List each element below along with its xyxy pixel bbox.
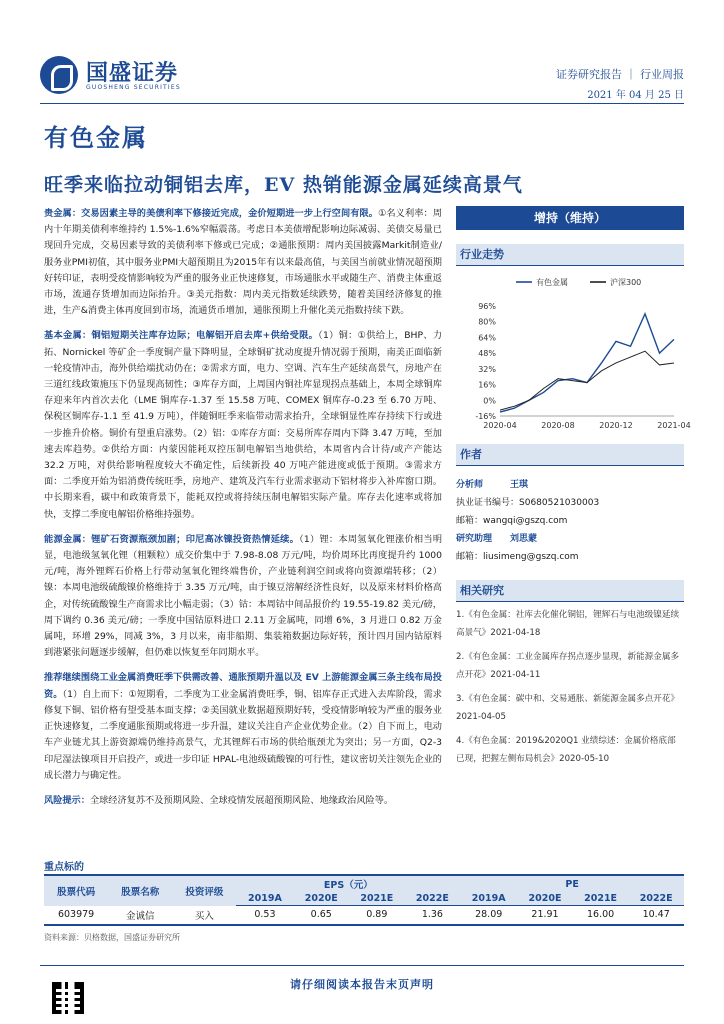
stock-name: 金诚信 bbox=[108, 906, 172, 925]
main-title: 旺季来临拉动铜铝去库，EV 热销能源金属延续高景气 bbox=[44, 174, 523, 196]
paragraph-lead: 基本金属：铜铝短期关注库存边际；电解铝开启去库+供给受限。 bbox=[44, 330, 319, 342]
pe-cell: 16.00 bbox=[573, 906, 629, 925]
body-text bbox=[44, 206, 442, 818]
paragraph-lead: 风险提示： bbox=[44, 794, 90, 806]
analyst-email[interactable]: liusimeng@gszq.com bbox=[483, 552, 579, 562]
analyst-name: 刘思蒙 bbox=[510, 534, 538, 544]
paragraph-body: （1）锂：本周氢氧化锂涨价相当明显，电池级氢氧化锂（粗颗粒）成交价集中于 7.98-8.08 万元/吨，均价周环比再度提升约 1000 元/吨，海外锂辉石价格上行带动氢氧化锂终端售价，产业链利润空间或将向资源端转移；（2）镍：本周电池级硫酸镍价格维持于 3.35 万元/吨，由于镍豆溶解经济性良好，以及原来材料价格高企，对传统硫酸镍生产商需求比小幅走弱；（3）钴：本周钴中间品报价约 19.55-19.82 美元/磅，周下调约 0.36 美元/磅；一季度中国钴原料进口 2.11 万金属吨，同增 6%，3 月进口 0.82 万金属吨，环增 29%，同减 3%，3 月以来，南非船期、集装箱数据边际好转，预计四月国内钴原料到港紧张问题逐步缓解，但仍难以恢复至年同期水平。 bbox=[44, 533, 443, 659]
legend-label: 沪深300 bbox=[610, 278, 642, 287]
footer-divider bbox=[40, 965, 684, 966]
paragraph-risk bbox=[44, 793, 442, 809]
x-tick-label: 2020-12 bbox=[599, 421, 633, 430]
pe-cell: 21.91 bbox=[517, 906, 573, 925]
footer-disclaimer: 请仔细阅读本报告末页声明 bbox=[290, 978, 434, 991]
key-stocks-table bbox=[44, 874, 684, 926]
y-tick-label: 80% bbox=[478, 317, 496, 327]
analyst-role: 邮箱： bbox=[456, 516, 484, 526]
related-item[interactable]: 1.《有色金属：社库去化催化铜铝，锂辉石与电池级镍延续高景气》2021-04-18 bbox=[456, 610, 680, 638]
analyst-role: 邮箱： bbox=[456, 552, 484, 562]
paragraph-precious-metals bbox=[44, 206, 442, 319]
x-tick-label: 2021-04 bbox=[657, 421, 691, 430]
year-cell: 2019A bbox=[460, 892, 517, 906]
analyst-heading: 作者 bbox=[456, 444, 684, 466]
series-line-0 bbox=[500, 314, 674, 412]
logo-mark-icon bbox=[40, 56, 78, 94]
table-row bbox=[44, 906, 684, 925]
paragraph-body: 全球经济复苏不及预期风险、全球疫情发展超预期风险、地缘政治风险等。 bbox=[89, 794, 394, 806]
col-eps: EPS（元） bbox=[236, 875, 460, 892]
trend-heading: 行业走势 bbox=[456, 244, 684, 266]
y-tick-label: 16% bbox=[478, 380, 496, 390]
pe-cell: 28.09 bbox=[460, 906, 517, 925]
report-date: 2021 年 04 月 25 日 bbox=[587, 90, 684, 101]
analyst-role: 分析师 bbox=[456, 480, 484, 490]
sector-title: 有色金属 bbox=[44, 123, 148, 152]
key-stocks-title: 重点标的 bbox=[44, 862, 84, 873]
analyst-email[interactable]: wangqi@gszq.com bbox=[483, 516, 568, 526]
paragraph-lead: 贵金属：交易因素主导的美债利率下修接近完成，金价短期进一步上行空间有限。 bbox=[44, 208, 379, 219]
analyst-row bbox=[456, 476, 684, 494]
paragraph-lead: 能源金属：锂矿石资源瓶颈加剧；印尼高冰镍投资热情延续。 bbox=[44, 533, 300, 545]
header-divider bbox=[40, 103, 684, 104]
paragraph-lead: 推荐继续围绕工业金属消费旺季下供需改善、通胀预期升温以及 EV 上游能源金属三条主线布局投资。 bbox=[44, 672, 442, 700]
company-logo bbox=[40, 52, 190, 98]
analyst-license: S0680521030003 bbox=[519, 498, 600, 508]
logo-chinese: 国盛证券 bbox=[86, 61, 179, 86]
year-cell: 2022E bbox=[405, 892, 461, 906]
col-code: 股票代码 bbox=[44, 875, 108, 906]
report-header bbox=[0, 0, 724, 110]
related-research-list bbox=[456, 606, 684, 768]
logo-english: GUOSHENG SECURITIES bbox=[86, 84, 181, 91]
x-tick-label: 2020-04 bbox=[483, 421, 517, 430]
paragraph-energy-metals bbox=[44, 532, 442, 662]
analyst-row bbox=[456, 512, 684, 530]
eps-cell: 0.89 bbox=[349, 906, 405, 925]
eps-cell: 0.53 bbox=[236, 906, 293, 925]
related-item[interactable]: 4.《有色金属：2019&2020Q1 业绩综述：金属价格底部已现，把握左侧布局机会》2020-05-10 bbox=[456, 736, 676, 764]
table-header-row bbox=[44, 875, 684, 892]
rating-badge: 增持（维持） bbox=[456, 206, 684, 230]
trend-chart-svg bbox=[456, 270, 691, 430]
paragraph-body: （1）自上而下：①短期看，二季度为工业金属消费旺季，铜、铝库存正式进入去库阶段，需求修复下铜、铝价格有望受基本面支撑；②美国就业数据超预期好转，受疫情影响较为严重的服务业正快速修复，二季度通胀预期或将进一步升温，建议关注自产企业优势企业。（2）自下而上，电动车产业链尤其上游资源端仍维持高景气，尤其锂辉石市场的供给瓶颈尤为突出；另一方面，Q2-3 印尼湿法镍项目开启投产，或进一步印证 HPAL-电池级硫酸镍的可行性，建议密切关注领先企业的成长潜力与确定性。 bbox=[44, 688, 442, 781]
related-item[interactable]: 3.《有色金属：碳中和、交易通胀、新能源金属多点开花》2021-04-05 bbox=[456, 694, 680, 722]
col-name: 股票名称 bbox=[108, 875, 172, 906]
eps-cell: 0.65 bbox=[293, 906, 349, 925]
related-heading: 相关研究 bbox=[456, 580, 684, 602]
year-cell: 2022E bbox=[628, 892, 684, 906]
related-item[interactable]: 2.《有色金属：工业金属库存拐点逐步显现，新能源金属多点开花》2021-04-11 bbox=[456, 652, 680, 680]
report-type: 证券研究报告 ｜ 行业周报 bbox=[556, 68, 684, 81]
y-tick-label: 48% bbox=[478, 349, 496, 359]
trend-chart bbox=[456, 270, 691, 430]
paragraph-body: ①名义利率：周内十年期美债利率维持约 1.5%-1.6%窄幅震荡。考虑日本美债增配影响边际减弱、美债交易量已现回升完成，交易因素导致的美债利率下修或已完成；②通胀预期：周内美国披露Markit制造业/服务业PMI初值，其中服务业PMI大超预期且为2015年有以来最高值，与美国当前就业情况超预期好转印证，表明受疫情影响较为严重的服务业正快速修复，市场通胀水平或随生产、消费主体重返市场，流通存货增加而边际抬升。③美元指数：周内美元指数延续跌势，随着美国经济修复的推进，生产&消费主体再度回到市场，流通货币增加，通胀预期上升催化美元指数持续下跌。 bbox=[44, 208, 442, 317]
stock-code: 603979 bbox=[44, 906, 108, 925]
y-tick-label: -16% bbox=[475, 412, 496, 421]
y-tick-label: 32% bbox=[478, 364, 496, 374]
sidebar bbox=[456, 206, 691, 774]
y-tick-label: 0% bbox=[483, 396, 496, 406]
analyst-row bbox=[456, 530, 684, 548]
analyst-info bbox=[456, 476, 684, 566]
paragraph-base-metals bbox=[44, 328, 442, 522]
pe-cell: 10.47 bbox=[628, 906, 684, 925]
data-source: 资料来源：贝格数据，国盛证券研究所 bbox=[44, 933, 180, 942]
y-tick-label: 64% bbox=[478, 333, 496, 343]
paragraph-recommendation bbox=[44, 670, 442, 783]
year-cell: 2021E bbox=[573, 892, 629, 906]
analyst-role: 研究助理 bbox=[456, 534, 493, 544]
col-pe: PE bbox=[460, 875, 684, 892]
x-tick-label: 2020-08 bbox=[541, 421, 575, 430]
analyst-row bbox=[456, 548, 684, 566]
paragraph-body: （1）铜：①供给上，BHP、力拓、Nornickel 等矿企一季度铜产量下降明显，全球铜矿扰动度提升情况弱于预期，南美正面临新一轮疫情冲击，海外供给端扰动仍在；②需求方面，电力、空调、汽车生产延续高景气，房地产在三道红线政策施压下仍显现高韧性；③库存方面，上周国内铜社库显现拐点基础上，本周全球铜库存迎来年内首次去化（LME 铜库存-1.37 至 15.58 万吨、COMEX 铜库存-0.23 至 6.70 万吨、保税区铜库存-1.1 至 41.9 万吨），伴随铜旺季来临带动需求抬升，全球铜显性库存持续下行或进一步推升价格。铜价有望重启涨势。（2）铝：①库存方面：交易所库存周内下降 3.47 万吨，至加速去库趋势。②供给方面：内蒙因能耗双控压制电解铝当地供给，本周省内合计待/或产产能达 32.2 万吨，对供给影响程度较大不确定性，后续新投 40 万吨产能进度或低于预期。③需求方面：二季度开始为铝消费传统旺季，房地产、建筑及汽车行业需求驱动下铝材将步入补库窗口期。中长期来看，碳中和政策背景下，能耗双控或将持续压制电解铝实际产量。库存去化速率或将加快，支撑二季度电解铝价格维持强势。 bbox=[44, 330, 443, 520]
year-cell: 2021E bbox=[349, 892, 405, 906]
analyst-role: 执业证书编号： bbox=[456, 498, 520, 508]
year-cell: 2020E bbox=[293, 892, 349, 906]
stock-rating: 买入 bbox=[172, 906, 236, 925]
series-line-1 bbox=[500, 351, 674, 410]
legend-label: 有色金属 bbox=[536, 278, 568, 287]
eps-cell: 1.36 bbox=[405, 906, 461, 925]
analyst-row bbox=[456, 494, 684, 512]
year-cell: 2019A bbox=[236, 892, 293, 906]
col-rating: 投资评级 bbox=[172, 875, 236, 906]
year-cell: 2020E bbox=[517, 892, 573, 906]
y-tick-label: 96% bbox=[478, 302, 496, 311]
analyst-name: 王琪 bbox=[510, 480, 529, 490]
